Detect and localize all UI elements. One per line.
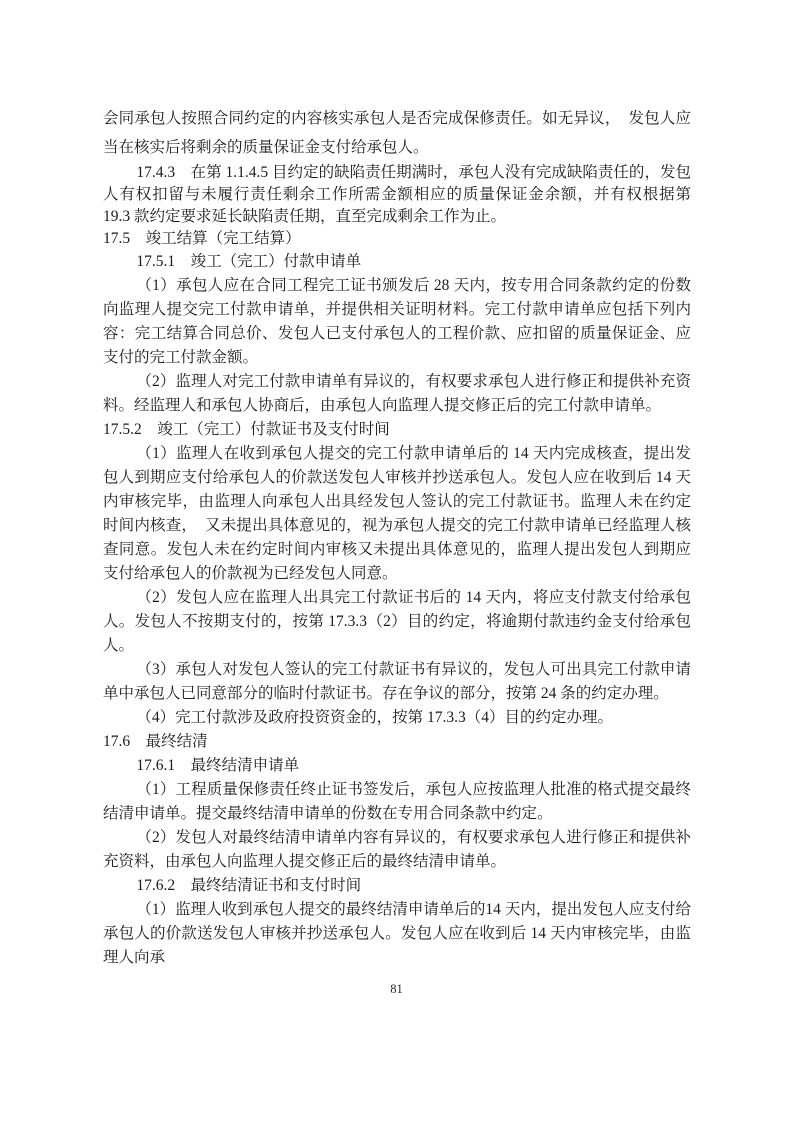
heading-17-6: 17.6 最终结清 [103,733,208,750]
heading-17-6-1: 17.6.1 最终结清申请单 [136,757,300,774]
para-17-5-1-item1: （1）承包人应在合同工程完工证书颁发后 28 天内，按专用合同条款约定的份数向监理人提交完工付款申请单，并提供相关证明材料。完工付款申请单应包括下列内容：完工结算合同总价、发包人已支付承包人的工程价款、应扣留的质量保证金、应支付的完工付款金额。 [103,277,691,366]
para-17-6-2-item1: （1）监理人收到承包人提交的最终结清申请单后的14 天内，提出发包人应支付给承包人的价款送发包人审核并抄送承包人。发包人应在收到后 14 天内审核完毕，由监理人向承 [103,901,691,966]
para-17-5-2-item4: （4）完工付款涉及政府投资资金的，按第 17.3.3（4）目的约定办理。 [136,709,613,726]
para-17-5-1-item2: （2）监理人对完工付款申请单有异议的，有权要求承包人进行修正和提供补充资料。经监理人和承包人协商后，由承包人向监理人提交修正后的完工付款申请单。 [103,373,691,414]
document-body [103,104,691,970]
heading-17-6-2: 17.6.2 最终结清证书和支付时间 [136,877,362,894]
heading-17-5: 17.5 竣工结算（完工结算） [103,230,301,247]
paragraph-continuation: 会同承包人按照合同约定的内容核实承包人是否完成保修责任。如无异议， 发包人应当在核实后将剩余的质量保证金支付给承包人。 [103,110,691,156]
para-17-5-2-item2: （2）发包人应在监理人出具完工付款证书后的 14 天内，将应支付款支付给承包人。发包人不按期支付的，按第 17.3.3（2）目的约定，将逾期付款违约金支付给承包人。 [103,589,691,654]
para-17-5-2-item1: （1）监理人在收到承包人提交的完工付款申请单后的 14 天内完成核查，提出发包人到期应支付给承包人的价款送发包人审核并抄送承包人。发包人应在收到后 14 天内审核完毕，由监理人向承包人出具经发包人签认的完工付款证书。监理人未在约定时间内核查， 又未提出具体意见的，视为承包人提交的完工付款申请单已经监理人核查同意。发包人未在约定时间内审核又未提出具体意见的，监理人提出发包人到期应支付给承包人的价款视为已经发包人同意。 [103,445,691,582]
page-number: 81 [390,982,403,996]
para-17-6-1-item2: （2）发包人对最终结清申请单内容有异议的，有权要求承包人进行修正和提供补充资料，由承包人向监理人提交修正后的最终结清申请单。 [103,829,691,870]
heading-17-5-2: 17.5.2 竣工（完工）付款证书及支付时间 [103,421,390,438]
clause-17-4-3: 17.4.3 在第 1.1.4.5 目约定的缺陷责任期满时，承包人没有完成缺陷责任的，发包人有权扣留与未履行责任剩余工作所需金额相应的质量保证金余额，并有权根据第 19.3 款约定要求延长缺陷责任期，直至完成剩余工作为止。 [103,164,691,225]
para-17-6-1-item1: （1）工程质量保修责任终止证书签发后，承包人应按监理人批准的格式提交最终结清申请单。提交最终结清申请单的份数在专用合同条款中约定。 [103,781,691,822]
heading-17-5-1: 17.5.1 竣工（完工）付款申请单 [136,253,362,270]
para-17-5-2-item3: （3）承包人对发包人签认的完工付款证书有异议的，发包人可出具完工付款申请单中承包人已同意部分的临时付款证书。存在争议的部分，按第 24 条的约定办理。 [103,661,691,702]
